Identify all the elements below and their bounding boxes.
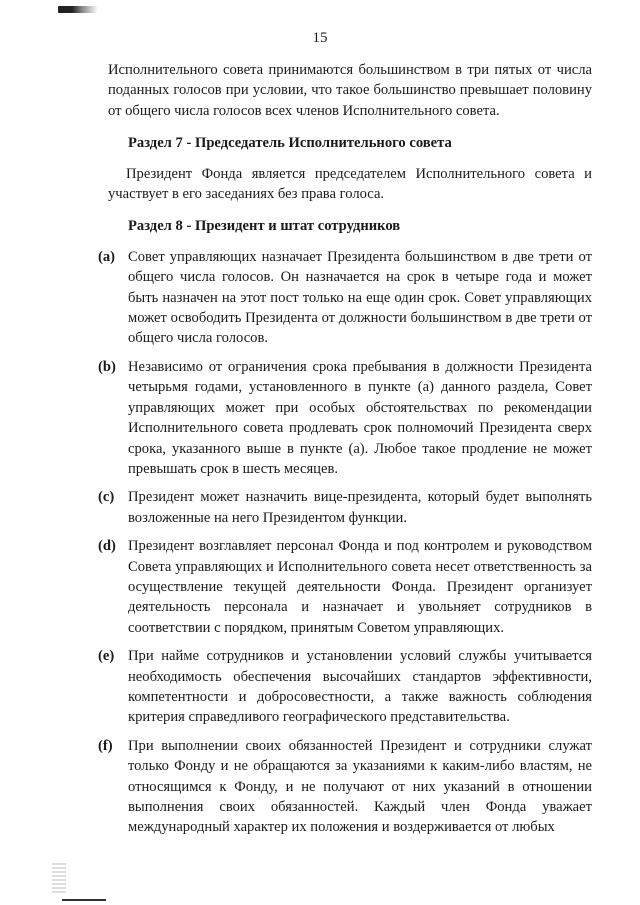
- item-label-e: (e): [98, 648, 115, 665]
- item-label-a: (a): [98, 248, 116, 265]
- item-text-f: При выполнении своих обязанностей Президент и сотрудники служат только Фонду и не обращаются за указаниями к каким-либо властям, не относящимся к Фонду, и не получают от них указаний в отношении выполнения своих обязанностей. Каждый член Фонда уважает международный характер их положения и воздерживается от любых: [128, 737, 592, 836]
- list-item: [98, 646, 592, 728]
- item-text-e: При найме сотрудников и установлении условий службы учитывается необходимость обеспечения высочайших стандартов эффективности, компетентности и добросовестности, а также важность соблюдения критерия справедливого географического представительства.: [128, 648, 592, 726]
- item-label-d: (d): [98, 538, 116, 555]
- list-item: [98, 247, 592, 349]
- item-text-c: Президент может назначить вице-президента, который будет выполнять возложенные на него Президентом функции.: [128, 489, 592, 526]
- section-7-paragraph: Президент Фонда является председателем Исполнительного совета и участвует в его заседаниях без права голоса.: [108, 165, 592, 203]
- scan-mark: [58, 6, 98, 13]
- section-7-heading: Раздел 7 - Председатель Исполнительного совета: [128, 135, 452, 152]
- item-text-b: Независимо от ограничения срока пребывания в должности Президента четырьмя годами, установленного в пункте (a) данного раздела, Совет управляющих может при особых обстоятельствах по рекомендации Исполнительного совета продлевать срок полномочий Президента сверх срока, указанного выше в пункте (a). Любое такое продление не может превышать срок в шесть месяцев.: [128, 358, 592, 477]
- list-item: [98, 736, 592, 838]
- list-item: [98, 487, 592, 528]
- scan-edge-artifact: [52, 863, 66, 895]
- section-8-heading: Раздел 8 - Президент и штат сотрудников: [128, 218, 401, 235]
- list-item: [98, 536, 592, 638]
- opening-paragraph: Исполнительного совета принимаются большинством в три пятых от числа поданных голосов при условии, что такое большинство превышает половину от общего числа голосов всех членов Исполнительного совета.: [108, 62, 592, 119]
- item-text-d: Президент возглавляет персонал Фонда и под контролем и руководством Совета управляющих и Исполнительного совета несет ответственность за осуществление текущей деятельности Фонда. Президент организует деятельность персонала и назначает и увольняет сотрудников в соответствии с порядком, принятым Советом управляющих.: [128, 538, 592, 636]
- item-text-a: Совет управляющих назначает Президента большинством в две трети от общего числа голосов. Он назначается на срок в четыре года и может быть назначен на этот пост только на еще один срок. Совет управляющих может освободить Президента от должности большинством в две трети от общего числа голосов.: [128, 248, 592, 347]
- page-number: 15: [312, 30, 328, 46]
- list-item: [98, 357, 592, 479]
- document-body: [98, 60, 592, 846]
- item-label-b: (b): [98, 358, 116, 375]
- scan-bottom-line: [62, 899, 106, 901]
- item-label-f: (f): [98, 737, 113, 754]
- item-label-c: (c): [98, 489, 115, 506]
